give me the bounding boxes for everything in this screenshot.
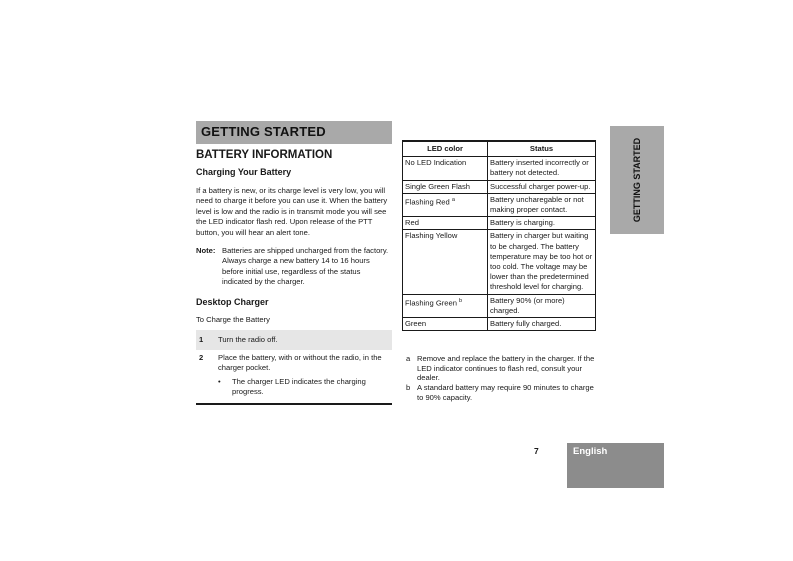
status-cell: Battery in charger but waiting to be charged. The battery temperature may be too hot or too cold. The voltage may be lower than the predetermined threshold level for charging. [488, 230, 596, 294]
led-color-cell: Flashing Red $^a$ [403, 193, 488, 216]
intro-paragraph: If a battery is new, or its charge level is very low, you will need to charge it before you can use it. When the battery level is low and the radio is in transmit mode you will see the LED indicator flash red. Upon release of the PTT button, you will hear an alert tone. [196, 186, 388, 237]
table-row [403, 193, 596, 216]
table-header-row [403, 141, 596, 157]
footnote [406, 383, 598, 403]
footnote-ref: a [451, 196, 455, 203]
step-number: 2 [199, 353, 204, 362]
status-cell: Battery is charging. [488, 217, 596, 230]
table-row [403, 230, 596, 294]
note-label: Note: [196, 246, 216, 255]
step-row [196, 353, 392, 399]
led-color-cell: Red [403, 217, 488, 230]
led-status-table [402, 140, 596, 331]
footnote-mark: a [406, 354, 411, 363]
section-title-bar [196, 121, 392, 144]
language-tab [567, 443, 664, 488]
step-row [196, 330, 392, 350]
note-text: Batteries are shipped uncharged from the factory. Always charge a new battery 14 to 16 hours before initial use, regardless of the status indicated by the charger. [222, 246, 389, 287]
status-cell: Battery uncharegable or not making proper contact. [488, 193, 596, 216]
section-title: GETTING STARTED [201, 124, 326, 139]
bullet-text: The charger LED indicates the charging progress. [232, 377, 366, 397]
status-cell: Battery 90% (or more) charged. [488, 294, 596, 317]
procedure-title: To Charge the Battery [196, 315, 270, 324]
led-color-cell: Single Green Flash [403, 180, 488, 193]
table-row [403, 318, 596, 331]
led-color-cell: Green [403, 318, 488, 331]
step-number: 1 [199, 335, 204, 344]
table-row [403, 180, 596, 193]
side-tab-label: GETTING STARTED [632, 137, 642, 223]
section-end-rule [196, 403, 392, 405]
footnote [406, 354, 598, 384]
battery-information-heading: BATTERY INFORMATION [196, 149, 333, 161]
footnote-ref: b [459, 297, 463, 304]
status-cell: Battery fully charged. [488, 318, 596, 331]
footnote-text: Remove and replace the battery in the charger. If the LED indicator continues to flash red, consult your dealer. [417, 354, 595, 383]
desktop-charger-heading: Desktop Charger [196, 297, 269, 307]
bullet-mark: • [218, 377, 221, 386]
charging-battery-heading: Charging Your Battery [196, 167, 292, 177]
led-color-header: LED color [403, 141, 488, 157]
language-label: English [573, 446, 608, 457]
table-row [403, 294, 596, 317]
status-cell: Successful charger power-up. [488, 180, 596, 193]
side-section-tab [610, 126, 664, 234]
footnote-mark: b [406, 383, 411, 392]
step-text: Turn the radio off. [218, 335, 278, 344]
footnote-text: A standard battery may require 90 minutes to charge to 90% capacity. [417, 383, 594, 402]
led-color-cell: Flashing Yellow [403, 230, 488, 294]
step-text: Place the battery, with or without the radio, in the charger pocket. [218, 353, 382, 373]
led-color-cell: No LED Indication [403, 157, 488, 180]
page-number: 7 [534, 446, 539, 456]
table-row [403, 157, 596, 180]
status-header: Status [488, 141, 596, 157]
table-row [403, 217, 596, 230]
status-cell: Battery inserted incorrectly or battery not detected. [488, 157, 596, 180]
led-color-cell: Flashing Green $^b$ [403, 294, 488, 317]
